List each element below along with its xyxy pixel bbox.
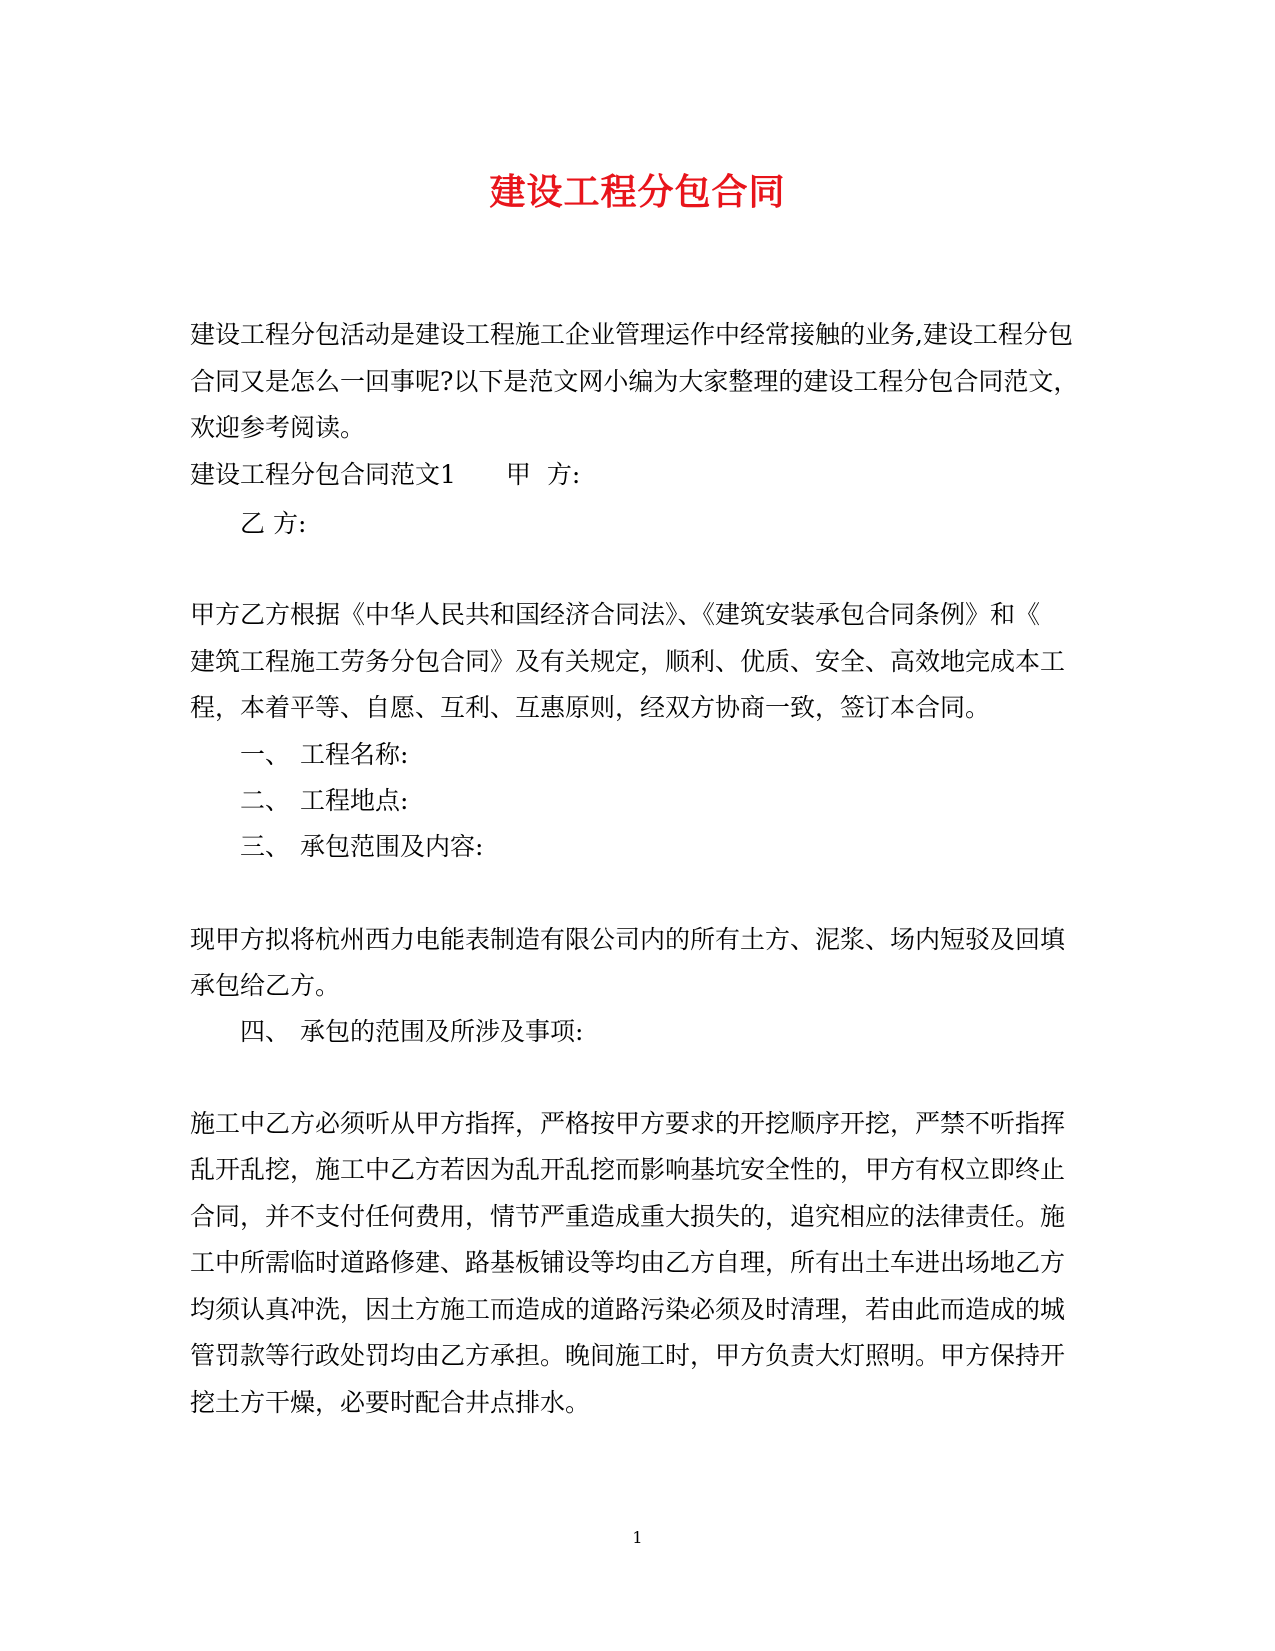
intro-line: 合同又是怎么一回事呢?以下是范文网小编为大家整理的建设工程分包合同范文，	[190, 367, 1079, 396]
clause-number: 四、	[240, 1017, 291, 1046]
clause-text: 工程名称:	[300, 740, 409, 769]
scope-line: 现甲方拟将杭州西力电能表制造有限公司内的所有土方、泥浆、场内短驳及回填	[190, 925, 1066, 954]
clause-number: 二、	[240, 786, 291, 815]
scope-line: 承包给乙方。	[190, 971, 341, 1000]
page-number: 1	[632, 1528, 643, 1547]
clause-3	[240, 832, 1140, 862]
clause-text: 承包的范围及所涉及事项:	[300, 1017, 584, 1046]
construction-line: 乱开乱挖，施工中乙方若因为乱开乱挖而影响基坑安全性的，甲方有权立即终止	[190, 1155, 1066, 1184]
clause-number: 一、	[240, 740, 291, 769]
construction-line: 工中所需临时道路修建、路基板铺设等均由乙方自理，所有出土车进出场地乙方	[190, 1248, 1066, 1277]
clause-4	[240, 1017, 1140, 1047]
page-title: 建设工程分包合同	[489, 171, 786, 213]
sample-heading: 建设工程分包合同范文1	[190, 460, 456, 489]
clause-text: 承包范围及内容:	[300, 832, 484, 861]
party-b-label: 乙 方:	[240, 509, 307, 538]
construction-line: 均须认真冲洗，因土方施工而造成的道路污染必须及时清理，若由此而造成的城	[190, 1295, 1066, 1324]
clause-2	[240, 786, 1140, 816]
construction-line: 挖土方干燥，必要时配合井点排水。	[190, 1388, 591, 1417]
intro-line: 欢迎参考阅读。	[190, 413, 366, 442]
basis-line: 程，本着平等、自愿、互利、互惠原则，经双方协商一致，签订本合同。	[190, 693, 991, 722]
party-a-label: 甲 方:	[505, 460, 581, 489]
construction-line: 施工中乙方必须听从甲方指挥，严格按甲方要求的开挖顺序开挖，严禁不听指挥	[190, 1109, 1066, 1138]
construction-line: 管罚款等行政处罚均由乙方承担。晚间施工时，甲方负责大灯照明。甲方保持开	[190, 1341, 1066, 1370]
clause-number: 三、	[240, 832, 291, 861]
clause-text: 工程地点:	[300, 786, 409, 815]
basis-line: 甲方乙方根据《中华人民共和国经济合同法》、《建筑安装承包合同条例》和《	[190, 600, 1041, 629]
clause-1	[240, 740, 1140, 770]
construction-line: 合同，并不支付任何费用，情节严重造成重大损失的，追究相应的法律责任。施	[190, 1202, 1066, 1231]
sample-heading-line	[190, 460, 1090, 490]
basis-line: 建筑工程施工劳务分包合同》及有关规定，顺利、优质、安全、高效地完成本工	[190, 647, 1066, 676]
intro-line: 建设工程分包活动是建设工程施工企业管理运作中经常接触的业务,建设工程分包	[190, 320, 1073, 349]
